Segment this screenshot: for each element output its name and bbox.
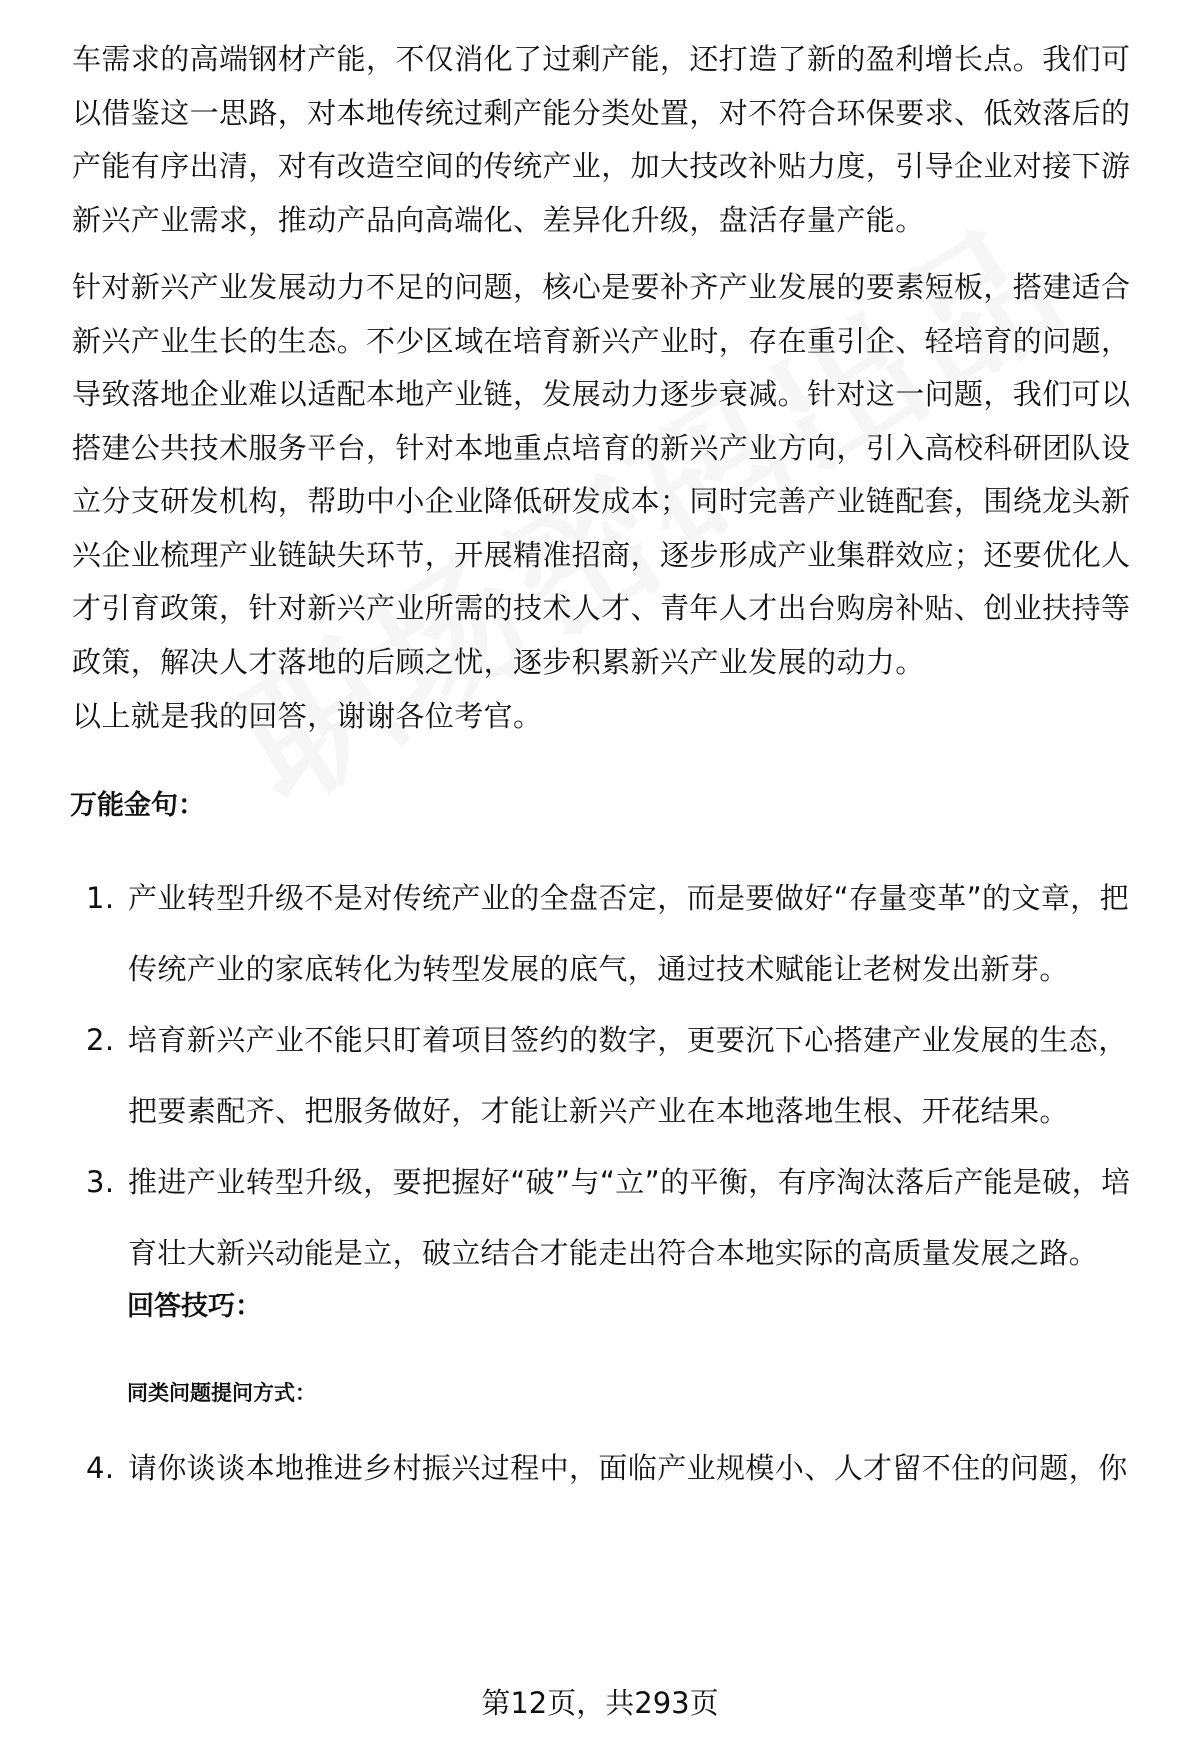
golden-sentences-list (0, 863, 1200, 1289)
similar-questions-subheading: 同类问题提问方式： (127, 1381, 316, 1405)
list-item (0, 1433, 1200, 1504)
page-number-footer: 第12页，共293页 (481, 1686, 719, 1720)
similar-questions-list (0, 1433, 1200, 1504)
paragraph-2: 针对新兴产业发展动力不足的问题，核心是要补齐产业发展的要素短板，搭建适合新兴产业生长的生态。不少区域在培育新兴产业时，存在重引企、轻培育的问题，导致落地企业难以适配本地产业链，发展动力逐步衰减。针对这一问题，我们可以搭建公共技术服务平台，针对本地重点培育的新兴产业方向，引入高校科研团队设立分支研发机构，帮助中小企业降低研发成本；同时完善产业链配套，围绕龙头新兴企业梳理产业链缺失环节，开展精准招商，逐步形成产业集群效应；还要优化人才引育政策，针对新兴产业所需的技术人才、青年人才出台购房补贴、创业扶持等政策，解决人才落地的后顾之忧，逐步积累新兴产业发展的动力。 (72, 270, 1131, 679)
list-item (0, 863, 1200, 1005)
list-text: 推进产业转型升级，要把握好“破”与“立”的平衡，有序淘汰落后产能是破，培育壮大新兴动能是立，破立结合才能走出符合本地实际的高质量发展之路。 (128, 1165, 1131, 1270)
list-text: 请你谈谈本地推进乡村振兴过程中，面临产业规模小、人才留不住的问题，你 (128, 1451, 1128, 1485)
list-text: 产业转型升级不是对传统产业的全盘否定，而是要做好“存量变革”的文章，把传统产业的家底转化为转型发展的底气，通过技术赋能让老树发出新芽。 (128, 881, 1130, 986)
list-number: 1. (86, 881, 115, 915)
list-item (0, 1147, 1200, 1289)
list-text: 培育新兴产业不能只盯着项目签约的数字，更要沉下心搭建产业发展的生态，把要素配齐、把服务做好，才能让新兴产业在本地落地生根、开花结果。 (128, 1023, 1128, 1128)
list-number: 4. (86, 1451, 115, 1485)
list-number: 3. (86, 1165, 115, 1199)
list-number: 2. (86, 1023, 115, 1057)
golden-sentences-heading: 万能金句： (70, 790, 205, 821)
answer-tips-heading: 回答技巧： (127, 1291, 262, 1322)
list-item (0, 1005, 1200, 1147)
paragraph-1: 车需求的高端钢材产能，不仅消化了过剩产能，还打造了新的盈利增长点。我们可以借鉴这一思路，对本地传统过剩产能分类处置，对不符合环保要求、低效落后的产能有序出清，对有改造空间的传统产业，加大技改补贴力度，引导企业对接下游新兴产业需求，推动产品向高端化、差异化升级，盘活存量产能。 (72, 42, 1131, 237)
paragraph-closing: 以上就是我的回答，谢谢各位考官。 (72, 699, 543, 733)
